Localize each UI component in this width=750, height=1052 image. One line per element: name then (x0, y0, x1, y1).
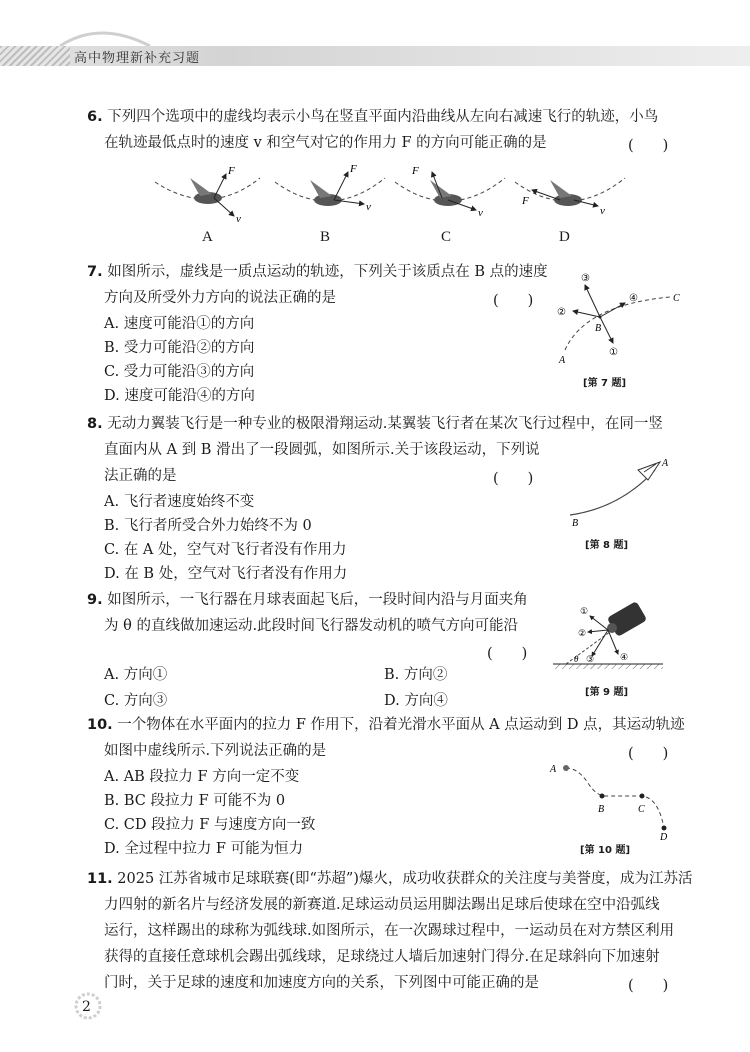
q8-option-d: D. 在 B 处，空气对飞行者没有作用力 (104, 566, 348, 582)
q9-answer-blank: ( ) (487, 646, 528, 662)
q11-text-3: 运行，这样踢出的球称为弧线球.如图所示，在一次踢球过程中，一运动员在对方禁区利用 (104, 923, 675, 939)
q11-text-5: 门时，关于足球的速度和加速度方向的关系，下列图中可能正确的是 (104, 975, 539, 991)
q11-text-2: 力四射的新名片与经济发展的新赛道.足球运动员运用脚法踢出足球后使球在空中沿弧线 (104, 897, 660, 913)
header-hatch (0, 46, 70, 66)
q7-option-c: C. 受力可能沿③的方向 (104, 364, 255, 380)
q9-figure (548, 598, 668, 680)
svg-text:B: B (595, 323, 602, 334)
svg-text:④: ④ (620, 652, 629, 662)
q7-option-d: D. 速度可能沿④的方向 (104, 388, 255, 404)
q8-text-2: 直面内从 A 到 B 滑出了一段圆弧，如图所示.关于该段运动，下列说 (104, 442, 540, 458)
svg-text:C: C (638, 804, 645, 815)
q11-text-1: 2025 江苏省城市足球联赛(即“苏超”)爆火，成功收获群众的关注度与美誉度，成为江苏活 (117, 871, 693, 887)
svg-text:F: F (228, 165, 235, 177)
q9-text-2: 为 θ 的直线做加速运动.此段时间飞行器发动机的喷气方向可能沿 (104, 618, 519, 634)
q8-figure (560, 450, 680, 530)
svg-text:F: F (412, 165, 419, 177)
svg-text:A: A (550, 764, 557, 775)
q10-option-d: D. 全过程中拉力 F 可能为恒力 (104, 841, 304, 857)
svg-text:①: ① (609, 347, 618, 358)
svg-text:④: ④ (629, 293, 638, 304)
q7-figure (545, 265, 685, 370)
q8-caption: [第 8 题] (585, 540, 629, 551)
svg-text:θ: θ (574, 654, 579, 664)
svg-text:v: v (478, 207, 483, 219)
q10-caption: [第 10 题] (580, 845, 631, 856)
svg-text:B: B (598, 804, 605, 815)
q9-option-c: C. 方向③ (104, 693, 168, 709)
q10-option-b: B. BC 段拉力 F 可能不为 0 (104, 793, 286, 809)
q7-option-a: A. 速度可能沿①的方向 (104, 316, 255, 332)
svg-text:B: B (572, 518, 579, 529)
q9-caption: [第 9 题] (585, 687, 629, 698)
q7-caption: [第 7 题] (583, 378, 627, 389)
q9-option-a: A. 方向① (104, 667, 168, 683)
q9-option-b: B. 方向② (384, 667, 448, 683)
svg-text:②: ② (557, 307, 566, 318)
q10-answer-blank: ( ) (628, 746, 669, 762)
q10-line1 (87, 712, 685, 738)
q11-line1 (87, 866, 692, 892)
q6-option-c-figure (395, 165, 505, 219)
q6-option-b-figure (275, 163, 385, 213)
q6-number: 6. (87, 109, 103, 125)
svg-text:A: A (662, 458, 669, 469)
q8-text-1: 无动力翼装飞行是一种专业的极限滑翔运动.某翼装飞行者在某次飞行过程中，在同一竖 (107, 416, 663, 432)
q7-text-2: 方向及所受外力方向的说法正确的是 (104, 290, 336, 306)
q9-text-1: 如图所示，一飞行器在月球表面起飞后，一段时间内沿与月面夹角 (107, 592, 528, 608)
q9-option-d: D. 方向④ (384, 693, 448, 709)
q6-text-2: 在轨迹最低点时的速度 v 和空气对它的作用力 F 的方向可能正确的是 (104, 135, 547, 151)
q7-option-b: B. 受力可能沿②的方向 (104, 340, 255, 356)
q9-number: 9. (87, 592, 103, 608)
q6-line1 (87, 104, 658, 130)
svg-text:v: v (600, 205, 605, 217)
q8-option-b: B. 飞行者所受合外力始终不为 0 (104, 518, 312, 534)
svg-text:v: v (236, 213, 241, 225)
q6-option-d-label: D (559, 229, 570, 245)
q6-bird-figures (150, 160, 630, 230)
q8-option-c: C. 在 A 处，空气对飞行者没有作用力 (104, 542, 347, 558)
q6-option-a-figure (155, 165, 260, 225)
q8-answer-blank: ( ) (493, 471, 534, 487)
q8-option-a: A. 飞行者速度始终不变 (104, 494, 255, 510)
svg-text:v: v (366, 201, 371, 213)
page-header (0, 0, 750, 66)
q7-answer-blank: ( ) (493, 293, 534, 309)
q10-option-a: A. AB 段拉力 F 方向一定不变 (104, 769, 300, 785)
svg-text:②: ② (578, 628, 587, 638)
svg-text:C: C (673, 293, 680, 304)
q7-line1 (87, 259, 548, 285)
q8-text-3: 法正确的是 (104, 468, 177, 484)
svg-text:①: ① (580, 606, 589, 616)
svg-text:F: F (350, 163, 357, 175)
q6-option-c-label: C (441, 229, 452, 245)
q8-line1 (87, 411, 663, 437)
q9-line1 (87, 587, 528, 613)
svg-text:③: ③ (581, 273, 590, 284)
q8-number: 8. (87, 416, 103, 432)
svg-text:F: F (522, 195, 529, 207)
page-number: 2 (82, 999, 91, 1015)
svg-text:A: A (559, 355, 566, 366)
q11-text-4: 获得的直接任意球机会踢出弧线球，足球绕过人墙后加速射门得分.在足球斜向下加速射 (104, 949, 660, 965)
q6-text-1: 下列四个选项中的虚线均表示小鸟在竖直平面内沿曲线从左向右减速飞行的轨迹，小鸟 (107, 109, 659, 125)
q10-text-2: 如图中虚线所示.下列说法正确的是 (104, 743, 327, 759)
q7-text-1: 如图所示，虚线是一质点运动的轨迹，下列关于该质点在 B 点的速度 (107, 264, 548, 280)
q6-option-d-figure (515, 178, 625, 217)
q7-number: 7. (87, 264, 103, 280)
q6-option-a-label: A (202, 229, 213, 245)
q11-answer-blank: ( ) (628, 978, 669, 994)
header-title: 高中物理新补充习题 (74, 51, 201, 66)
svg-text:③: ③ (586, 654, 595, 664)
q10-number: 10. (87, 717, 113, 733)
q6-answer-blank: ( ) (628, 138, 669, 154)
q10-figure (548, 758, 678, 840)
svg-text:D: D (660, 832, 668, 840)
q10-option-c: C. CD 段拉力 F 与速度方向一致 (104, 817, 316, 833)
q11-number: 11. (87, 871, 113, 887)
q6-option-b-label: B (320, 229, 331, 245)
q10-text-1: 一个物体在水平面内的拉力 F 作用下，沿着光滑水平面从 A 点运动到 D 点，其运动轨迹 (117, 717, 685, 733)
